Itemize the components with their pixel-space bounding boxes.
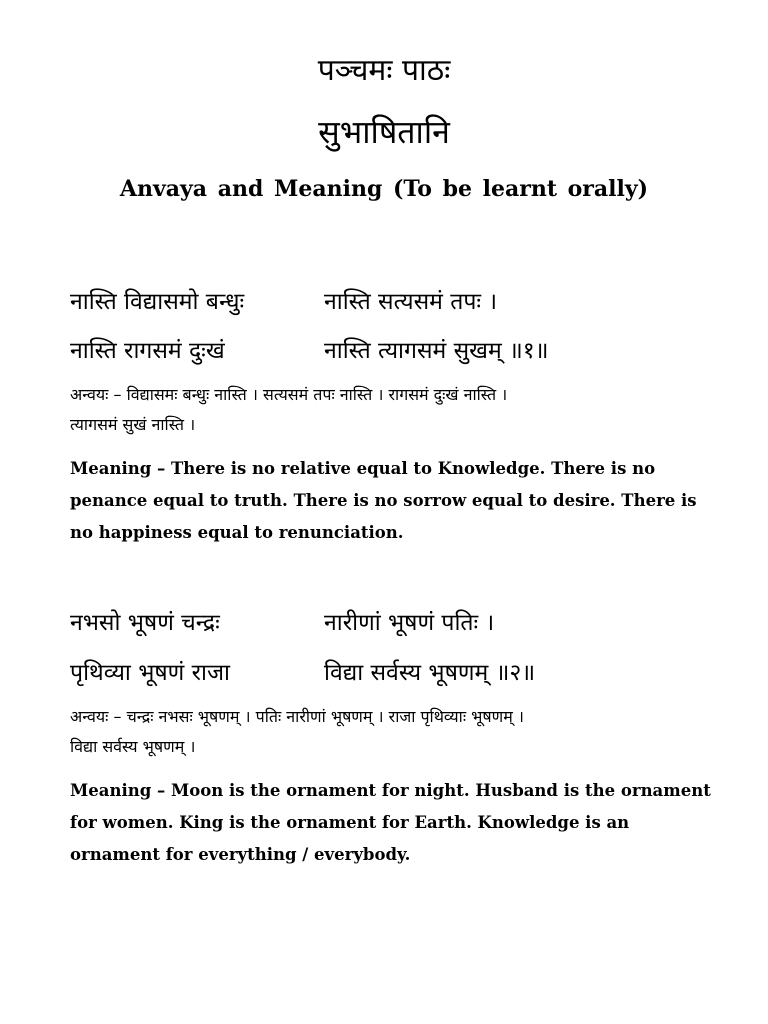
- verse-2-meaning-line-1: Meaning – Moon is the ornament for night. Husband is the ornament: [70, 781, 711, 800]
- page-subtitle: Anvaya and Meaning (To be learnt orally): [119, 176, 649, 202]
- verse-2-meaning: [70, 775, 718, 871]
- verse-1-meaning: [70, 453, 718, 549]
- verse-1-anvaya: [70, 380, 710, 440]
- verse-2-line-2-first-half: पृथिव्या भूषणं राजा: [70, 660, 230, 686]
- verse-1-anvaya-line-2: त्यागसमं सुखं नास्ति ।: [70, 415, 196, 434]
- verse-1-line-1-first-half: नास्ति विद्यासमो बन्धुः: [70, 289, 245, 315]
- verse-1-line-2-second-half: नास्ति त्यागसमं सुखम् ॥१॥: [324, 338, 549, 364]
- verse-2-anvaya-line-2: विद्या सर्वस्य भूषणम् ।: [70, 737, 196, 756]
- verse-1-meaning-line-2: penance equal to truth. There is no sorrow equal to desire. There is: [70, 491, 697, 510]
- verse-1-line-1-second-half: नास्ति सत्यसमं तपः ।: [324, 289, 498, 315]
- verse-2-line-2-second-half: विद्या सर्वस्य भूषणम् ॥२॥: [324, 660, 536, 686]
- verse-1-meaning-line-1: Meaning – There is no relative equal to Knowledge. There is no: [70, 459, 656, 478]
- verse-2-anvaya: [70, 702, 710, 762]
- verse-2-meaning-line-2: for women. King is the ornament for Earth. Knowledge is an: [70, 813, 630, 832]
- verse-2-line-1-first-half: नभसो भूषणं चन्द्रः: [70, 610, 220, 636]
- verse-1-meaning-line-3: no happiness equal to renunciation.: [70, 523, 404, 542]
- verse-2-anvaya-line-1: अन्वयः – चन्द्रः नभसः भूषणम् । पतिः नारीणां भूषणम् । राजा पृथिव्याः भूषणम् ।: [70, 707, 524, 726]
- verse-2-line-1-second-half: नारीणां भूषणं पतिः ।: [324, 610, 495, 636]
- lesson-number-heading: पञ्चमः पाठः: [317, 53, 451, 88]
- verse-1-anvaya-line-1: अन्वयः – विद्यासमः बन्धुः नास्ति । सत्यसमं तपः नास्ति । रागसमं दुःखं नास्ति ।: [70, 385, 508, 404]
- verse-2-meaning-line-3: ornament for everything / everybody.: [70, 845, 411, 864]
- verse-1-line-2-first-half: नास्ति रागसमं दुःखं: [70, 338, 225, 364]
- lesson-title: सुभाषितानि: [318, 113, 450, 151]
